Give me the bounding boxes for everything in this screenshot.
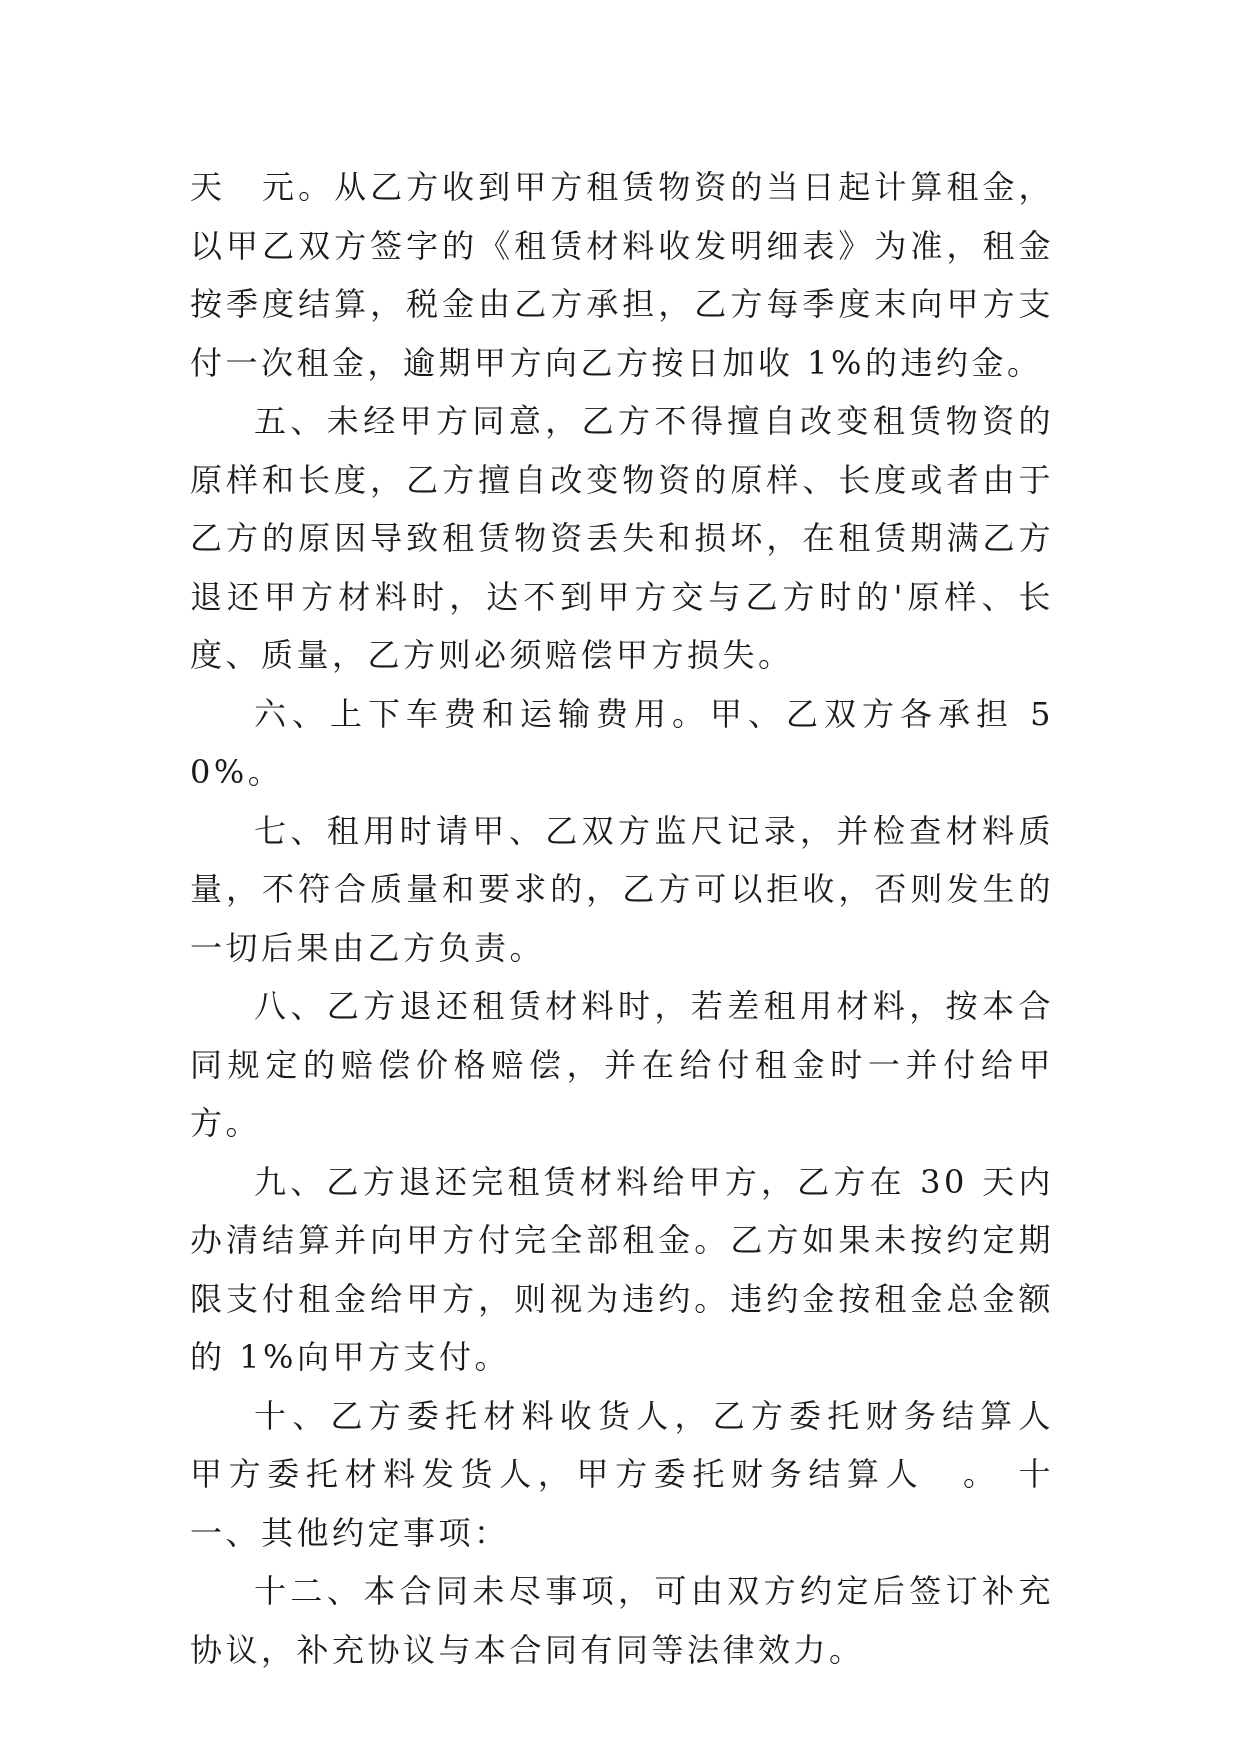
paragraph-clause-5: 五、未经甲方同意，乙方不得擅自改变租赁物资的原样和长度，乙方擅自改变物资的原样、长度或者由于乙方的原因导致租赁物资丢失和损坏，在租赁期满乙方退还甲方材料时，达不到甲方交与乙方时的'原样、长度、质量，乙方则必须赔偿甲方损失。 — [190, 402, 1054, 674]
paragraph-clause-10-11: 十、乙方委托材料收货人，乙方委托财务结算人 甲方委托材料发货人，甲方委托财务结算人 。 十一、其他约定事项： — [190, 1396, 1090, 1552]
paragraph-clause-7: 七、租用时请甲、乙双方监尺记录，并检查材料质量，不符合质量和要求的，乙方可以拒收，否则发生的一切后果由乙方负责。 — [190, 811, 1054, 967]
paragraph-clause-12: 十二、本合同未尽事项，可由双方约定后签订补充协议，补充协议与本合同有同等法律效力。 — [190, 1572, 1054, 1669]
paragraph-clause-8: 八、乙方退还租赁材料时，若差租用材料，按本合同规定的赔偿价格赔偿，并在给付租金时一并付给甲方。 — [190, 987, 1054, 1142]
paragraph-rent-terms: 天 元。从乙方收到甲方租赁物资的当日起计算租金，以甲乙双方签字的《租赁材料收发明细表》为准，租金按季度结算，税金由乙方承担，乙方每季度末向甲方支付一次租金，逾期甲方向乙方按日加收 1%的违约金。 — [190, 168, 1054, 382]
paragraph-clause-9: 九、乙方退还完租赁材料给甲方，乙方在 30 天内办清结算并向甲方付完全部租金。乙方如果未按约定期限支付租金给甲方，则视为违约。违约金按租金总金额的 1%向甲方支付。 — [190, 1162, 1054, 1376]
document-body — [190, 158, 1090, 1679]
paragraph-clause-6: 六、上下车费和运输费用。甲、乙双方各承担 50%。 — [190, 694, 1054, 791]
